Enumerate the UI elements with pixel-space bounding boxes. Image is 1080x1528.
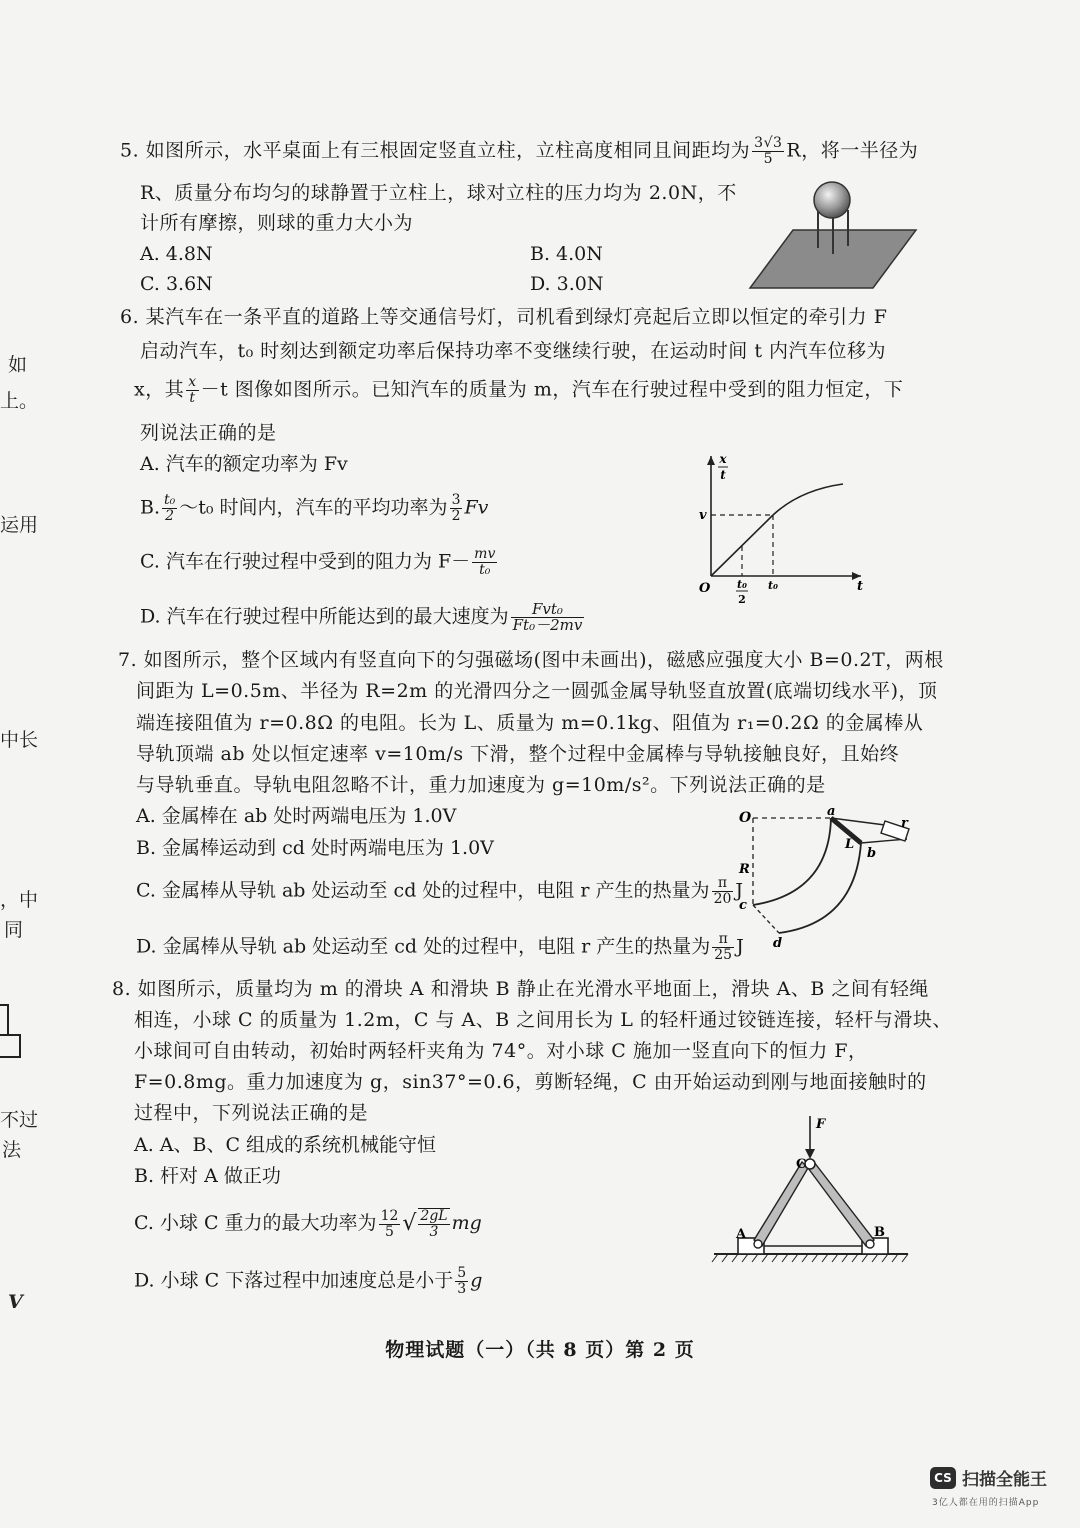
q8-line5: 过程中，下列说法正确的是 (134, 1102, 369, 1124)
edge-fragment: 如 (8, 354, 28, 376)
diagram-l: L (845, 837, 855, 852)
edge-fragment: V (8, 1291, 23, 1313)
diagram-r-radius: R (739, 862, 750, 877)
edge-box-fragment (0, 1005, 26, 1065)
diagram-ball-c: C (796, 1157, 807, 1172)
edge-fragment: 不过 (0, 1109, 39, 1131)
edge-fragment: 同 (4, 919, 24, 941)
q8-line1: 8. 如图所示，质量均为 m 的滑块 A 和滑块 B 静止在光滑水平地面上，滑块 A、B 之间有轻绳 (112, 978, 929, 1000)
q6-option-d: D. 汽车在行驶过程中所能达到的最大速度为 $\frac{\text{Fvt₀}}{\text{Ft₀－2mv}}$ (140, 600, 583, 634)
q7-option-b: B. 金属棒运动到 cd 处时两端电压为 1.0V (136, 837, 494, 859)
edge-fragment: 中长 (0, 729, 39, 751)
page-footer: 物理试题（一）（共 8 页）第 2 页 (385, 1339, 695, 1361)
q7-option-c: C. 金属棒从导轨 ab 处运动至 cd 处的过程中，电阻 r 产生的热量为 $\frac{\pi}{20}$ J (136, 875, 744, 907)
edge-fragment: 法 (2, 1139, 22, 1161)
graph-t-half-den: 2 (738, 593, 746, 606)
q8-line2: 相连，小球 C 的质量为 1.2m，C 与 A、B 之间用长为 L 的轻杆通过铰链连接，轻杆与滑块、 (134, 1009, 952, 1031)
graph-y-num: x (719, 452, 727, 466)
q5-line2: R、质量分布均匀的球静置于立柱上，球对立柱的压力均为 2.0N，不 (140, 182, 737, 204)
graph-origin: O (699, 581, 711, 596)
diagram-c: c (739, 898, 747, 913)
scanner-watermark (930, 1465, 1070, 1513)
q7-arc-rail-diagram (735, 805, 915, 950)
diagram-force-f: F (816, 1117, 826, 1132)
diagram-resistor-r: r (901, 816, 908, 831)
q8-option-c: C. 小球 C 重力的最大功率为 $\frac{12}{5}$ √ $\frac{2gL}{3}$ mg (134, 1207, 482, 1240)
graph-t-label: t (857, 579, 864, 594)
q6-line2: 启动汽车，t₀ 时刻达到额定功率后保持功率不变继续行驶，在运动时间 t 内汽车位移为 (140, 340, 887, 362)
q7-line5: 与导轨垂直。导轨电阻忽略不计，重力加速度为 g=10m/s²。下列说法正确的是 (136, 774, 826, 796)
edge-fragment: ，中 (0, 889, 39, 911)
graph-y-den: t (720, 468, 726, 482)
edge-fragment: 上。 (0, 390, 39, 412)
q7-line3: 端连接阻值为 r=0.8Ω 的电阻。长为 L、质量为 m=0.1kg、阻值为 r₁=0.2Ω 的金属棒从 (136, 712, 924, 734)
watermark-tagline: 3亿人都在用的扫描App (932, 1498, 1040, 1508)
diagram-slider-a: A (736, 1227, 747, 1242)
q5-option-c: C. 3.6N (140, 273, 213, 295)
q5-ball-on-pillars-figure (748, 180, 918, 292)
q6-xt-graph (695, 452, 870, 610)
q5-option-b: B. 4.0N (530, 243, 603, 265)
q6-line4: 列说法正确的是 (140, 422, 277, 444)
q6-option-a: A. 汽车的额定功率为 Fv (140, 453, 348, 475)
diagram-b: b (867, 846, 877, 861)
diagram-slider-b: B (874, 1225, 885, 1240)
q6-line3: x，其 $\frac{x}{t}$ －t 图像如图所示。已知汽车的质量为 m，汽车在行驶过程中受到的阻力恒定，下 (134, 374, 904, 406)
q8-line3: 小球间可自由转动，初始时两轻杆夹角为 74°。对小球 C 施加一竖直向下的恒力 F， (134, 1040, 868, 1062)
q6-option-c: C. 汽车在行驶过程中受到的阻力为 F－ $\frac{mv}{\text{t₀}}$ (140, 546, 496, 578)
diagram-d: d (773, 936, 783, 951)
q8-line4: F=0.8mg。重力加速度为 g，sin37°=0.6，剪断轻绳，C 由开始运动到刚与地面接触时的 (134, 1071, 927, 1093)
cs-logo-icon: CS (930, 1467, 956, 1489)
q5-line1: 5. 如图所示，水平桌面上有三根固定竖直立柱，立柱高度相同且间距均为 $\frac{3√3}{5}$ R，将一半径为 (120, 135, 919, 167)
q6-option-b: B. $\frac{\text{t₀}}{2}$ ～t₀ 时间内，汽车的平均功率为 $\frac{3}{2}$ Fv (140, 492, 489, 524)
edge-fragment: 运用 (0, 514, 39, 536)
q6-line1: 6. 某汽车在一条平直的道路上等交通信号灯，司机看到绿灯亮起后立即以恒定的牵引力 F (120, 306, 888, 328)
q7-line2: 间距为 L=0.5m、半径为 R=2m 的光滑四分之一圆弧金属导轨竖直放置(底端切线水平)，顶 (136, 680, 938, 702)
q8-option-d: D. 小球 C 下落过程中加速度总是小于 $\frac{5}{3}$ g (134, 1265, 483, 1297)
graph-t0-label: t₀ (768, 579, 778, 592)
q7-line1: 7. 如图所示，整个区域内有竖直向下的匀强磁场(图中未画出)，磁感应强度大小 B=0.2T，两根 (118, 649, 944, 671)
q7-option-a: A. 金属棒在 ab 处时两端电压为 1.0V (136, 805, 457, 827)
q7-option-d: D. 金属棒从导轨 ab 处运动至 cd 处的过程中，电阻 r 产生的热量为 $\frac{\pi}{25}$ J (136, 931, 744, 963)
q5-line3: 计所有摩擦，则球的重力大小为 (140, 212, 414, 234)
q5-option-d: D. 3.0N (530, 273, 604, 295)
diagram-o: O (739, 810, 752, 826)
q8-option-b: B. 杆对 A 做正功 (134, 1165, 281, 1187)
q8-option-a: A. A、B、C 组成的系统机械能守恒 (134, 1134, 437, 1156)
q5-option-a: A. 4.8N (140, 243, 213, 265)
q7-line4: 导轨顶端 ab 处以恒定速率 v=10m/s 下滑，整个过程中金属棒与导轨接触良好，且始终 (136, 743, 900, 765)
graph-v-label: v (699, 508, 707, 523)
watermark-name: 扫描全能王 (962, 1470, 1047, 1490)
diagram-a: a (827, 804, 836, 819)
graph-t-half-num: t₀ (737, 578, 747, 591)
q8-rod-slider-diagram (712, 1112, 912, 1268)
